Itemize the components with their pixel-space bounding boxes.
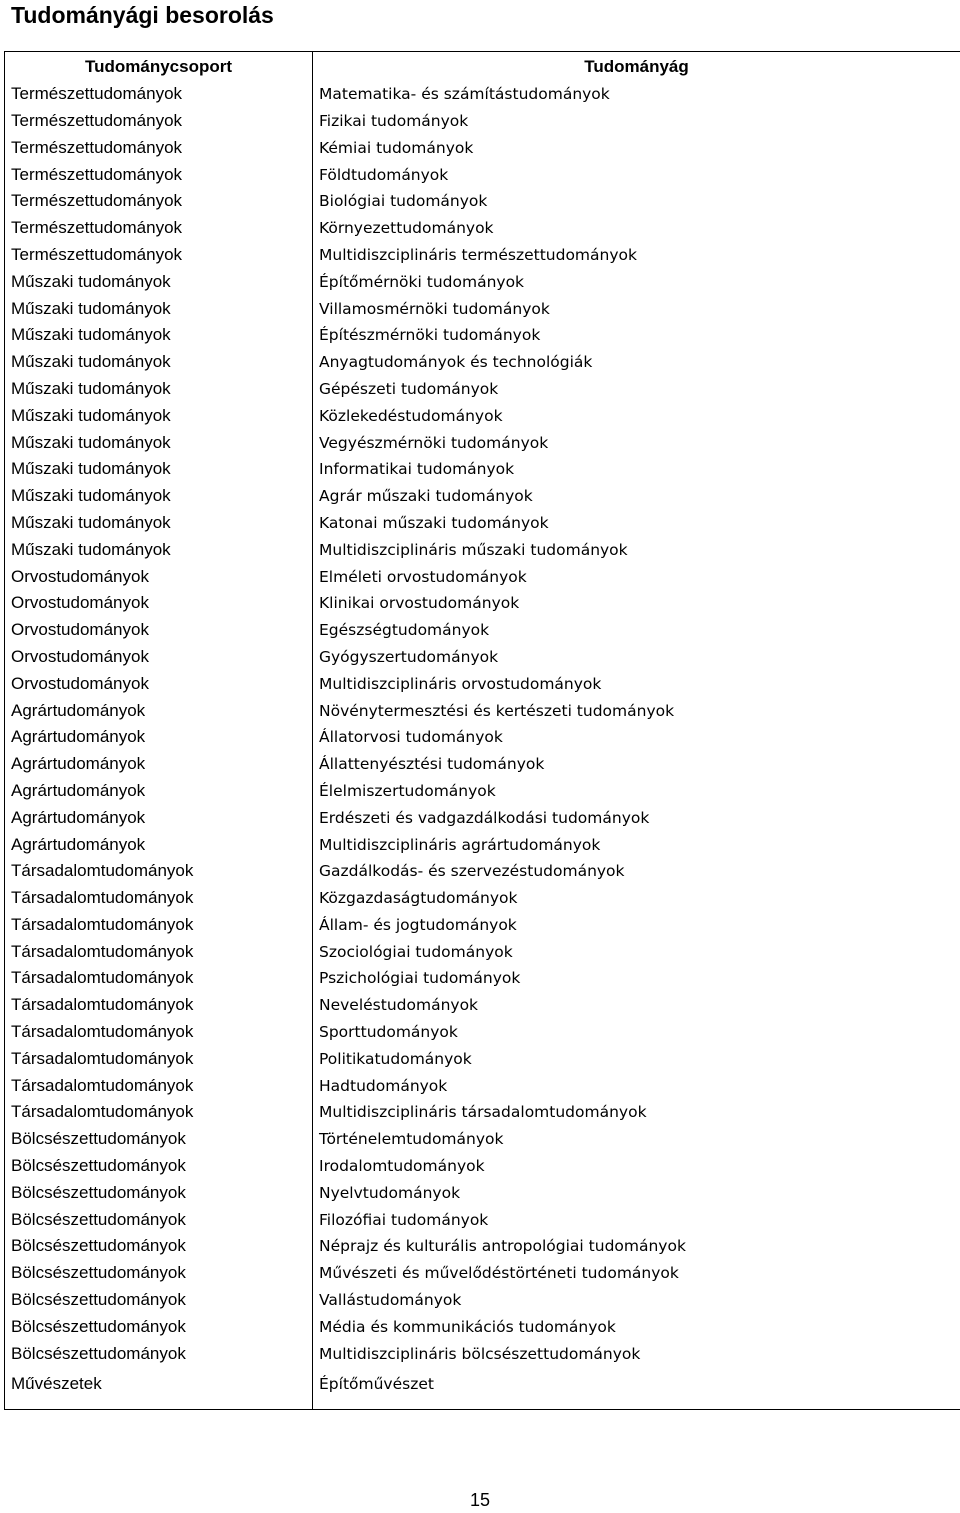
- cell-science-field: Gépészeti tudományok: [313, 376, 960, 403]
- table-row: [5, 697, 960, 724]
- cell-science-field: Pszichológiai tudományok: [313, 965, 960, 992]
- classification-table: [4, 51, 960, 1410]
- cell-science-field: Katonai műszaki tudományok: [313, 510, 960, 537]
- cell-science-group: Társadalomtudományok: [5, 1045, 313, 1072]
- table-row: [5, 188, 960, 215]
- cell-science-group: Társadalomtudományok: [5, 992, 313, 1019]
- cell-science-group: Agrártudományok: [5, 778, 313, 805]
- table-row: [5, 885, 960, 912]
- table-header-row: [5, 52, 960, 81]
- table-row: [5, 402, 960, 429]
- cell-science-group: Műszaki tudományok: [5, 510, 313, 537]
- cell-science-field: Informatikai tudományok: [313, 456, 960, 483]
- cell-science-group: Műszaki tudományok: [5, 536, 313, 563]
- cell-science-field: Multidiszciplináris társadalomtudományok: [313, 1099, 960, 1126]
- table-row: [5, 563, 960, 590]
- cell-science-field: Építészmérnöki tudományok: [313, 322, 960, 349]
- cell-science-group: Műszaki tudományok: [5, 268, 313, 295]
- table-row: [5, 1126, 960, 1153]
- cell-science-field: Multidiszciplináris műszaki tudományok: [313, 536, 960, 563]
- cell-science-field: Elméleti orvostudományok: [313, 563, 960, 590]
- table-row: [5, 644, 960, 671]
- cell-science-field: Állam- és jogtudományok: [313, 912, 960, 939]
- cell-science-group: Orvostudományok: [5, 617, 313, 644]
- cell-science-group: Műszaki tudományok: [5, 349, 313, 376]
- table-row: [5, 751, 960, 778]
- cell-science-field: Történelemtudományok: [313, 1126, 960, 1153]
- table-row: [5, 1340, 960, 1367]
- table-row: [5, 456, 960, 483]
- cell-science-group: Bölcsészettudományok: [5, 1313, 313, 1340]
- cell-science-field: Anyagtudományok és technológiák: [313, 349, 960, 376]
- table-row: [5, 1019, 960, 1046]
- table-row: [5, 1153, 960, 1180]
- cell-science-group: Műszaki tudományok: [5, 429, 313, 456]
- cell-science-group: Bölcsészettudományok: [5, 1206, 313, 1233]
- cell-science-field: Villamosmérnöki tudományok: [313, 295, 960, 322]
- cell-science-field: Állatorvosi tudományok: [313, 724, 960, 751]
- table-row: [5, 1287, 960, 1314]
- table-row: [5, 134, 960, 161]
- table-row: [5, 1260, 960, 1287]
- cell-science-group: Agrártudományok: [5, 724, 313, 751]
- cell-science-group: Agrártudományok: [5, 751, 313, 778]
- table-row: [5, 215, 960, 242]
- table-row: [5, 108, 960, 135]
- cell-science-group: Műszaki tudományok: [5, 402, 313, 429]
- cell-science-field: Közgazdaságtudományok: [313, 885, 960, 912]
- cell-science-field: Környezettudományok: [313, 215, 960, 242]
- cell-science-group: Társadalomtudományok: [5, 1072, 313, 1099]
- cell-science-group: Agrártudományok: [5, 804, 313, 831]
- table-row: [5, 912, 960, 939]
- cell-science-field: Multidiszciplináris bölcsészettudományok: [313, 1340, 960, 1367]
- page-number: 15: [469, 1490, 491, 1510]
- cell-science-group: Társadalomtudományok: [5, 965, 313, 992]
- cell-science-group: Orvostudományok: [5, 644, 313, 671]
- cell-science-field: Állattenyésztési tudományok: [313, 751, 960, 778]
- cell-science-field: Filozófiai tudományok: [313, 1206, 960, 1233]
- table-row: [5, 483, 960, 510]
- table-row: [5, 590, 960, 617]
- cell-science-group: Társadalomtudományok: [5, 938, 313, 965]
- table-row: [5, 161, 960, 188]
- table-row: [5, 1045, 960, 1072]
- page-title: Tudományági besorolás: [11, 2, 274, 28]
- table-row: [5, 670, 960, 697]
- column-header-group: Tudománycsoport: [5, 52, 313, 81]
- cell-science-field: Politikatudományok: [313, 1045, 960, 1072]
- cell-science-field: Élelmiszertudományok: [313, 778, 960, 805]
- cell-science-group: Műszaki tudományok: [5, 483, 313, 510]
- table-row: [5, 724, 960, 751]
- table-row: [5, 938, 960, 965]
- table-row: [5, 778, 960, 805]
- classification-table-container: [4, 51, 960, 1410]
- table-row: [5, 617, 960, 644]
- cell-science-field: Multidiszciplináris orvostudományok: [313, 670, 960, 697]
- table-row: [5, 376, 960, 403]
- cell-science-group: Természettudományok: [5, 161, 313, 188]
- cell-science-group: Műszaki tudományok: [5, 322, 313, 349]
- cell-science-field: Gyógyszertudományok: [313, 644, 960, 671]
- cell-science-field: Növénytermesztési és kertészeti tudományok: [313, 697, 960, 724]
- table-row: [5, 965, 960, 992]
- table-row: [5, 858, 960, 885]
- table-row: [5, 1206, 960, 1233]
- cell-science-group: Műszaki tudományok: [5, 456, 313, 483]
- cell-science-field: Közlekedéstudományok: [313, 402, 960, 429]
- cell-science-field: Vallástudományok: [313, 1287, 960, 1314]
- cell-science-group: Orvostudományok: [5, 590, 313, 617]
- cell-science-group: Természettudományok: [5, 215, 313, 242]
- cell-science-field: Nyelvtudományok: [313, 1179, 960, 1206]
- cell-science-field: Néprajz és kulturális antropológiai tudományok: [313, 1233, 960, 1260]
- cell-science-group: Társadalomtudományok: [5, 858, 313, 885]
- cell-science-field: Földtudományok: [313, 161, 960, 188]
- table-row: [5, 1367, 960, 1410]
- table-row: [5, 268, 960, 295]
- cell-science-field: Hadtudományok: [313, 1072, 960, 1099]
- column-header-field: Tudományág: [313, 52, 960, 81]
- table-row: [5, 1313, 960, 1340]
- cell-science-group: Agrártudományok: [5, 697, 313, 724]
- cell-science-field: Fizikai tudományok: [313, 108, 960, 135]
- cell-science-field: Egészségtudományok: [313, 617, 960, 644]
- cell-science-field: Erdészeti és vadgazdálkodási tudományok: [313, 804, 960, 831]
- cell-science-field: Művészeti és művelődéstörténeti tudományok: [313, 1260, 960, 1287]
- cell-science-group: Művészetek: [5, 1367, 313, 1410]
- cell-science-field: Média és kommunikációs tudományok: [313, 1313, 960, 1340]
- table-row: [5, 536, 960, 563]
- cell-science-field: Szociológiai tudományok: [313, 938, 960, 965]
- cell-science-group: Műszaki tudományok: [5, 295, 313, 322]
- cell-science-field: Matematika- és számítástudományok: [313, 81, 960, 108]
- table-row: [5, 831, 960, 858]
- cell-science-field: Kémiai tudományok: [313, 134, 960, 161]
- cell-science-group: Műszaki tudományok: [5, 376, 313, 403]
- table-row: [5, 1179, 960, 1206]
- table-row: [5, 992, 960, 1019]
- cell-science-group: Társadalomtudományok: [5, 1099, 313, 1126]
- cell-science-group: Társadalomtudományok: [5, 885, 313, 912]
- cell-science-group: Bölcsészettudományok: [5, 1340, 313, 1367]
- table-row: [5, 242, 960, 269]
- cell-science-group: Természettudományok: [5, 134, 313, 161]
- cell-science-group: Természettudományok: [5, 188, 313, 215]
- cell-science-group: Bölcsészettudományok: [5, 1126, 313, 1153]
- table-row: [5, 1072, 960, 1099]
- cell-science-group: Agrártudományok: [5, 831, 313, 858]
- cell-science-group: Bölcsészettudományok: [5, 1260, 313, 1287]
- cell-science-field: Építőmérnöki tudományok: [313, 268, 960, 295]
- cell-science-field: Multidiszciplináris természettudományok: [313, 242, 960, 269]
- cell-science-field: Sporttudományok: [313, 1019, 960, 1046]
- table-row: [5, 81, 960, 108]
- cell-science-group: Bölcsészettudományok: [5, 1179, 313, 1206]
- table-body: [5, 81, 960, 1410]
- cell-science-group: Természettudományok: [5, 242, 313, 269]
- table-row: [5, 510, 960, 537]
- cell-science-group: Természettudományok: [5, 81, 313, 108]
- table-row: [5, 295, 960, 322]
- table-row: [5, 349, 960, 376]
- cell-science-group: Orvostudományok: [5, 563, 313, 590]
- cell-science-group: Társadalomtudományok: [5, 1019, 313, 1046]
- cell-science-field: Biológiai tudományok: [313, 188, 960, 215]
- cell-science-field: Gazdálkodás- és szervezéstudományok: [313, 858, 960, 885]
- cell-science-field: Neveléstudományok: [313, 992, 960, 1019]
- cell-science-group: Bölcsészettudományok: [5, 1233, 313, 1260]
- table-row: [5, 1099, 960, 1126]
- cell-science-field: Multidiszciplináris agrártudományok: [313, 831, 960, 858]
- cell-science-field: Klinikai orvostudományok: [313, 590, 960, 617]
- cell-science-group: Társadalomtudományok: [5, 912, 313, 939]
- table-row: [5, 322, 960, 349]
- cell-science-field: Vegyészmérnöki tudományok: [313, 429, 960, 456]
- table-row: [5, 804, 960, 831]
- table-row: [5, 1233, 960, 1260]
- cell-science-field: Agrár műszaki tudományok: [313, 483, 960, 510]
- cell-science-field: Irodalomtudományok: [313, 1153, 960, 1180]
- cell-science-group: Bölcsészettudományok: [5, 1153, 313, 1180]
- cell-science-group: Orvostudományok: [5, 670, 313, 697]
- cell-science-group: Bölcsészettudományok: [5, 1287, 313, 1314]
- cell-science-group: Természettudományok: [5, 108, 313, 135]
- cell-science-field: Építőművészet: [313, 1367, 960, 1410]
- table-row: [5, 429, 960, 456]
